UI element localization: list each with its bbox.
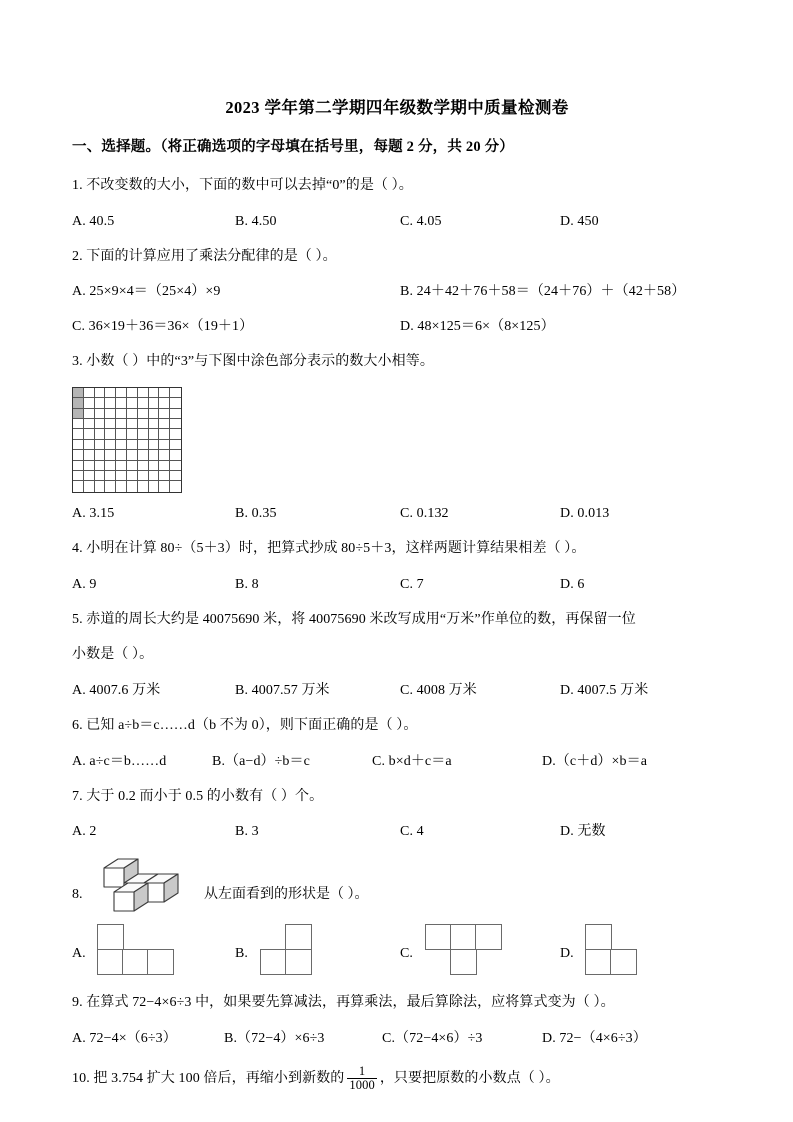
question-5-options xyxy=(72,680,722,702)
grid-cell xyxy=(138,429,149,439)
grid-cell xyxy=(95,461,106,471)
grid-cell xyxy=(138,419,149,429)
question-7-option-b[interactable]: B. 3 xyxy=(235,824,259,840)
grid-cell xyxy=(116,461,127,471)
page-title: 2023 学年第二学期四年级数学期中质量检测卷 xyxy=(225,98,569,117)
grid-cell xyxy=(159,398,170,408)
grid-cell xyxy=(170,419,181,429)
question-8-stem-text: 从左面看到的形状是（ ）。 xyxy=(204,887,369,903)
grid-cell xyxy=(95,409,106,419)
question-3-options xyxy=(72,503,722,525)
grid-cell xyxy=(170,409,181,419)
question-1-options xyxy=(72,211,722,233)
hundred-square-grid xyxy=(72,387,182,493)
grid-cell xyxy=(149,429,160,439)
shape-b-icon xyxy=(261,924,311,974)
grid-cell xyxy=(159,481,170,491)
question-6-option-d[interactable]: D.（c＋d）×b＝a xyxy=(542,753,648,769)
grid-cell xyxy=(127,409,138,419)
grid-cell xyxy=(84,471,95,481)
grid-cell xyxy=(149,440,160,450)
question-9-options xyxy=(72,1028,722,1050)
grid-cell xyxy=(84,481,95,491)
grid-cell xyxy=(116,409,127,419)
grid-cell xyxy=(73,440,84,450)
grid-cell xyxy=(127,450,138,460)
grid-cell xyxy=(84,409,95,419)
grid-cell xyxy=(73,450,84,460)
cube-stack-isometric-icon xyxy=(96,856,208,920)
question-6-option-c[interactable]: C. b×d＋c＝a xyxy=(372,753,452,769)
question-5-option-b[interactable]: B. 4007.57 万米 xyxy=(235,682,330,698)
question-8-option-a-label: A. xyxy=(72,946,86,962)
grid-cell xyxy=(149,471,160,481)
page-content xyxy=(72,96,722,1109)
grid-cell xyxy=(73,429,84,439)
question-3-option-a[interactable]: A. 3.15 xyxy=(72,505,115,521)
grid-cell xyxy=(95,440,106,450)
grid-cell xyxy=(84,429,95,439)
grid-cell xyxy=(95,398,106,408)
question-2-option-c[interactable]: C. 36×19＋36＝36×（19＋1） xyxy=(72,319,254,335)
question-2-stem: 2. 下面的计算应用了乘法分配律的是（ ）。 xyxy=(72,248,337,264)
question-2-options-row-1 xyxy=(72,281,722,303)
question-6-option-a[interactable]: A. a÷c＝b……d xyxy=(72,753,167,769)
question-8-option-c-label: C. xyxy=(400,946,413,962)
question-10-stem-after: ，只要把原数的小数点（ ）。 xyxy=(379,1070,560,1086)
grid-cell xyxy=(159,440,170,450)
grid-cell xyxy=(84,440,95,450)
grid-cell xyxy=(105,471,116,481)
grid-cell xyxy=(95,388,106,398)
shape-d-icon xyxy=(586,924,636,974)
question-1-option-d[interactable]: D. 450 xyxy=(560,213,599,229)
grid-cell xyxy=(170,471,181,481)
question-10-stem-before: 10. 把 3.754 扩大 100 倍后，再缩小到新数的 xyxy=(72,1070,345,1086)
grid-cell xyxy=(116,481,127,491)
grid-cell xyxy=(149,398,160,408)
grid-cell xyxy=(170,398,181,408)
grid-cell xyxy=(116,471,127,481)
grid-cell xyxy=(105,481,116,491)
question-4-option-b[interactable]: B. 8 xyxy=(235,576,259,592)
question-6-option-b[interactable]: B.（a−d）÷b＝c xyxy=(212,753,310,769)
question-9-option-a[interactable]: A. 72−4×（6÷3） xyxy=(72,1030,177,1046)
grid-cell xyxy=(105,398,116,408)
question-4-options xyxy=(72,574,722,596)
question-5-option-a[interactable]: A. 4007.6 万米 xyxy=(72,682,161,698)
question-5-option-d[interactable]: D. 4007.5 万米 xyxy=(560,682,649,698)
grid-cell xyxy=(170,461,181,471)
grid-cell xyxy=(149,409,160,419)
grid-cell xyxy=(84,398,95,408)
question-7-options xyxy=(72,821,722,843)
grid-cell xyxy=(116,429,127,439)
grid-cell xyxy=(127,419,138,429)
shape-c-icon xyxy=(426,924,501,974)
grid-cell xyxy=(149,419,160,429)
grid-cell xyxy=(149,450,160,460)
question-5-stem-line-2: 小数是（ ）。 xyxy=(72,647,154,663)
question-2-option-d[interactable]: D. 48×125＝6×（8×125） xyxy=(400,319,555,335)
grid-cell xyxy=(170,440,181,450)
question-9-stem: 9. 在算式 72−4×6÷3 中，如果要先算减法，再算乘法，最后算除法，应将算式变为（ ）。 xyxy=(72,995,615,1011)
question-3-option-d[interactable]: D. 0.013 xyxy=(560,505,610,521)
grid-cell xyxy=(170,388,181,398)
grid-cell xyxy=(149,388,160,398)
grid-cell xyxy=(95,429,106,439)
question-1-option-b[interactable]: B. 4.50 xyxy=(235,213,277,229)
grid-cell xyxy=(127,388,138,398)
shape-a-icon xyxy=(98,924,173,974)
grid-cell xyxy=(105,450,116,460)
question-5-option-c[interactable]: C. 4008 万米 xyxy=(400,682,477,698)
question-2-option-b[interactable]: B. 24＋42＋76＋58＝（24＋76）＋（42＋58） xyxy=(400,284,686,300)
grid-cell xyxy=(105,409,116,419)
grid-cell xyxy=(116,398,127,408)
grid-cell xyxy=(138,398,149,408)
question-8-options xyxy=(72,920,722,978)
grid-cell xyxy=(95,419,106,429)
question-2-option-a[interactable]: A. 25×9×4＝（25×4）×9 xyxy=(72,284,221,300)
grid-cell xyxy=(170,429,181,439)
question-10-stem xyxy=(72,1063,722,1096)
question-6-options xyxy=(72,751,722,773)
question-6-stem: 6. 已知 a÷b＝c……d（b 不为 0），则下面正确的是（ ）。 xyxy=(72,717,418,733)
grid-cell xyxy=(116,419,127,429)
grid-cell xyxy=(105,429,116,439)
question-7-option-d[interactable]: D. 无数 xyxy=(560,824,606,840)
grid-cell xyxy=(116,450,127,460)
question-8-option-b-label: B. xyxy=(235,946,248,962)
grid-cell xyxy=(95,450,106,460)
grid-cell xyxy=(95,471,106,481)
grid-cell xyxy=(127,481,138,491)
question-3-figure-wrap xyxy=(72,387,722,493)
question-3-stem: 3. 小数（ ）中的“3”与下图中涂色部分表示的数大小相等。 xyxy=(72,354,434,370)
question-9-option-c[interactable]: C.（72−4×6）÷3 xyxy=(382,1030,483,1046)
question-4-option-a[interactable]: A. 9 xyxy=(72,576,97,592)
question-2-options-row-2 xyxy=(72,316,722,338)
fraction-denominator: 1000 xyxy=(349,1077,375,1092)
grid-cell xyxy=(127,471,138,481)
grid-cell xyxy=(138,461,149,471)
question-9-option-d[interactable]: D. 72−（4×6÷3） xyxy=(542,1030,647,1046)
question-4-option-c[interactable]: C. 7 xyxy=(400,576,424,592)
fraction-numerator: 1 xyxy=(358,1063,366,1078)
fraction-one-over-one-thousand xyxy=(347,1065,376,1092)
question-1-option-c[interactable]: C. 4.05 xyxy=(400,213,442,229)
question-7-option-c[interactable]: C. 4 xyxy=(400,824,424,840)
grid-cell xyxy=(159,461,170,471)
grid-cell xyxy=(73,461,84,471)
question-3-option-c[interactable]: C. 0.132 xyxy=(400,505,449,521)
grid-cell xyxy=(116,388,127,398)
grid-cell xyxy=(159,450,170,460)
grid-cell xyxy=(105,440,116,450)
grid-cell xyxy=(127,398,138,408)
grid-cell xyxy=(159,388,170,398)
grid-cell xyxy=(84,450,95,460)
question-7-stem: 7. 大于 0.2 而小于 0.5 的小数有（ ）个。 xyxy=(72,788,324,804)
grid-cell xyxy=(159,409,170,419)
grid-cell xyxy=(138,481,149,491)
question-1-option-a[interactable]: A. 40.5 xyxy=(72,213,115,229)
grid-cell xyxy=(138,388,149,398)
grid-cell xyxy=(159,419,170,429)
grid-cell xyxy=(84,419,95,429)
grid-cell xyxy=(149,481,160,491)
grid-cell xyxy=(170,481,181,491)
grid-cell xyxy=(84,388,95,398)
grid-cell xyxy=(138,471,149,481)
grid-cell xyxy=(149,461,160,471)
grid-cell-shaded xyxy=(73,409,84,419)
grid-cell xyxy=(116,440,127,450)
question-5-stem-line-1: 5. 赤道的周长大约是 40075690 米，将 40075690 米改写成用“万米”作单位的数，再保留一位 xyxy=(72,611,636,627)
grid-cell xyxy=(138,450,149,460)
question-9-option-b[interactable]: B.（72−4）×6÷3 xyxy=(224,1030,325,1046)
grid-cell xyxy=(73,419,84,429)
question-1-stem: 1. 不改变数的大小，下面的数中可以去掉“0”的是（ ）。 xyxy=(72,177,413,193)
grid-cell-shaded xyxy=(73,388,84,398)
question-4-option-d[interactable]: D. 6 xyxy=(560,576,585,592)
grid-cell xyxy=(84,461,95,471)
grid-cell xyxy=(105,419,116,429)
question-8-number: 8. xyxy=(72,887,83,903)
grid-cell xyxy=(170,450,181,460)
grid-cell xyxy=(127,461,138,471)
question-4-stem: 4. 小明在计算 80÷（5＋3）时，把算式抄成 80÷5＋3，这样两题计算结果相差（ ）。 xyxy=(72,540,586,556)
grid-cell xyxy=(138,440,149,450)
grid-cell-shaded xyxy=(73,398,84,408)
grid-cell xyxy=(105,388,116,398)
question-3-option-b[interactable]: B. 0.35 xyxy=(235,505,277,521)
grid-cell xyxy=(127,440,138,450)
question-7-option-a[interactable]: A. 2 xyxy=(72,824,97,840)
grid-cell xyxy=(159,471,170,481)
grid-cell xyxy=(138,409,149,419)
grid-cell xyxy=(95,481,106,491)
grid-cell xyxy=(73,471,84,481)
grid-cell xyxy=(127,429,138,439)
grid-cell xyxy=(73,481,84,491)
grid-cell xyxy=(159,429,170,439)
question-8-option-d-label: D. xyxy=(560,946,574,962)
section-heading-multiple-choice: 一、选择题。（将正确选项的字母填在括号里，每题 2 分，共 20 分） xyxy=(72,139,514,156)
question-8-stem-line xyxy=(72,856,722,912)
grid-cell xyxy=(105,461,116,471)
